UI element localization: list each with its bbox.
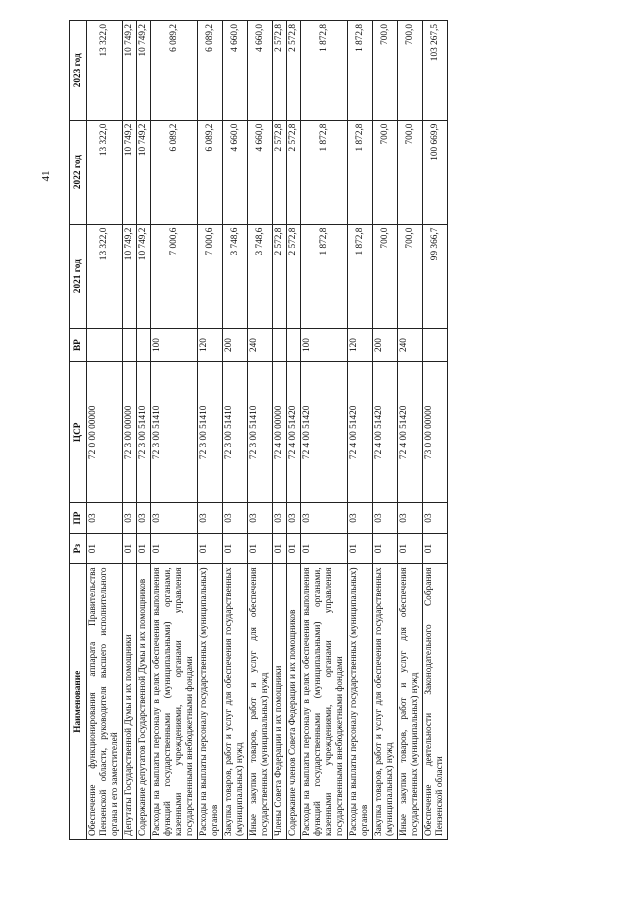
cell-vr: 240: [248, 328, 273, 362]
cell-rz: 01: [287, 533, 301, 564]
cell-rz: 01: [423, 533, 448, 564]
cell-vr: [87, 328, 123, 362]
cell-2021: 2 572,8: [273, 224, 287, 328]
cell-2023: 1 872,8: [348, 21, 373, 121]
cell-csr: 73 0 00 00000: [423, 362, 448, 503]
cell-pr: 03: [137, 503, 151, 534]
cell-2022: 4 660,0: [248, 120, 273, 224]
cell-pr: 03: [287, 503, 301, 534]
cell-rz: 01: [248, 533, 273, 564]
cell-csr: 72 3 00 51410: [137, 362, 151, 503]
cell-vr: 120: [348, 328, 373, 362]
cell-2022: 2 572,8: [287, 120, 301, 224]
cell-vr: 240: [398, 328, 423, 362]
cell-2023: 103 267,5: [423, 21, 448, 121]
cell-pr: 03: [223, 503, 248, 534]
cell-2023: 700,0: [398, 21, 423, 121]
cell-vr: [137, 328, 151, 362]
table-row: [301, 21, 348, 840]
table-row: [151, 21, 198, 840]
cell-vr: [423, 328, 448, 362]
cell-2021: 10 749,2: [123, 224, 137, 328]
header-2023: 2023 год: [70, 21, 87, 121]
cell-rz: 01: [348, 533, 373, 564]
cell-2022: 13 322,0: [87, 120, 123, 224]
cell-2021: 1 872,8: [301, 224, 348, 328]
cell-vr: 200: [223, 328, 248, 362]
cell-2022: 6 089,2: [198, 120, 223, 224]
cell-2022: 10 749,2: [137, 120, 151, 224]
cell-rz: 01: [398, 533, 423, 564]
cell-2022: 700,0: [373, 120, 398, 224]
cell-vr: [273, 328, 287, 362]
cell-2023: 6 089,2: [151, 21, 198, 121]
cell-rz: 01: [198, 533, 223, 564]
cell-vr: [123, 328, 137, 362]
cell-name: Иные закупки товаров, работ и услуг для обеспечения государственных (муниципальных) нужд: [398, 564, 423, 840]
cell-2023: 6 089,2: [198, 21, 223, 121]
cell-csr: 72 3 00 51410: [248, 362, 273, 503]
cell-pr: 03: [273, 503, 287, 534]
cell-rz: 01: [273, 533, 287, 564]
cell-pr: 03: [373, 503, 398, 534]
header-name: Наименование: [70, 564, 87, 840]
header-rz: Рз: [70, 533, 87, 564]
cell-2023: 2 572,8: [287, 21, 301, 121]
header-2022: 2022 год: [70, 120, 87, 224]
cell-rz: 01: [137, 533, 151, 564]
cell-2023: 13 322,0: [87, 21, 123, 121]
cell-name: Содержание членов Совета Федерации и их помощников: [287, 564, 301, 840]
cell-pr: 03: [301, 503, 348, 534]
cell-pr: 03: [198, 503, 223, 534]
table-row: [273, 21, 287, 840]
cell-2022: 2 572,8: [273, 120, 287, 224]
table-row: [373, 21, 398, 840]
table-row: [137, 21, 151, 840]
header-csr: ЦСР: [70, 362, 87, 503]
cell-2021: 7 000,6: [151, 224, 198, 328]
cell-2021: 1 872,8: [348, 224, 373, 328]
cell-2023: 2 572,8: [273, 21, 287, 121]
cell-csr: 72 3 00 51410: [223, 362, 248, 503]
cell-rz: 01: [123, 533, 137, 564]
cell-pr: 03: [248, 503, 273, 534]
cell-vr: [287, 328, 301, 362]
cell-pr: 03: [87, 503, 123, 534]
cell-name: Расходы на выплаты персоналу в целях обеспечения выполнения функций государственными (муниципальными) органами, казенными учреждениями, органами управления государственными внебюджетными фондами: [151, 564, 198, 840]
cell-2021: 700,0: [373, 224, 398, 328]
cell-rz: 01: [373, 533, 398, 564]
cell-csr: 72 4 00 51420: [348, 362, 373, 503]
cell-name: Расходы на выплаты персоналу в целях обеспечения выполнения функций государственными (муниципальными) органами, казенными учреждениями, органами управления государственными внебюджетными фондами: [301, 564, 348, 840]
cell-vr: 100: [151, 328, 198, 362]
cell-csr: 72 3 00 51410: [151, 362, 198, 503]
table-row: [123, 21, 137, 840]
header-2021: 2021 год: [70, 224, 87, 328]
cell-csr: 72 0 00 00000: [87, 362, 123, 503]
cell-vr: 120: [198, 328, 223, 362]
cell-vr: 100: [301, 328, 348, 362]
cell-2021: 2 572,8: [287, 224, 301, 328]
table-row: [87, 21, 123, 840]
cell-2022: 1 872,8: [348, 120, 373, 224]
cell-csr: 72 4 00 51420: [301, 362, 348, 503]
table-body: [87, 21, 448, 840]
cell-2022: 1 872,8: [301, 120, 348, 224]
table-row: [223, 21, 248, 840]
cell-name: Обеспечение функционирования аппарата Правительства Пензенской области, руководителя высшего исполнительного органа и его заместителей: [87, 564, 123, 840]
table-row: [423, 21, 448, 840]
cell-2023: 10 749,2: [137, 21, 151, 121]
cell-rz: 01: [301, 533, 348, 564]
cell-name: Обеспечение деятельности Законодательного Собрания Пензенской области: [423, 564, 448, 840]
cell-rz: 01: [151, 533, 198, 564]
cell-name: Иные закупки товаров, работ и услуг для обеспечения государственных (муниципальных) нужд: [248, 564, 273, 840]
cell-csr: 72 3 00 51410: [198, 362, 223, 503]
cell-2023: 4 660,0: [223, 21, 248, 121]
cell-csr: 72 3 00 00000: [123, 362, 137, 503]
cell-2021: 3 748,6: [248, 224, 273, 328]
cell-2022: 700,0: [398, 120, 423, 224]
cell-2023: 10 749,2: [123, 21, 137, 121]
cell-csr: 72 4 00 51420: [398, 362, 423, 503]
cell-pr: 03: [398, 503, 423, 534]
cell-pr: 03: [151, 503, 198, 534]
cell-2022: 100 669,9: [423, 120, 448, 224]
cell-pr: 03: [348, 503, 373, 534]
cell-csr: 72 4 00 51420: [373, 362, 398, 503]
table-row: [198, 21, 223, 840]
cell-name: Закупка товаров, работ и услуг для обеспечения государственных (муниципальных) нужд: [373, 564, 398, 840]
cell-vr: 200: [373, 328, 398, 362]
cell-name: Депутаты Государственной Думы и их помощники: [123, 564, 137, 840]
table-row: [398, 21, 423, 840]
cell-2021: 7 000,6: [198, 224, 223, 328]
cell-2022: 6 089,2: [151, 120, 198, 224]
table-row: [348, 21, 373, 840]
cell-2021: 13 322,0: [87, 224, 123, 328]
budget-table: [69, 20, 448, 840]
cell-name: Расходы на выплаты персоналу государственных (муниципальных) органов: [198, 564, 223, 840]
cell-pr: 03: [423, 503, 448, 534]
table-header-row: [70, 21, 87, 840]
cell-rz: 01: [223, 533, 248, 564]
page-number: 41: [40, 170, 52, 182]
cell-2022: 4 660,0: [223, 120, 248, 224]
cell-2023: 700,0: [373, 21, 398, 121]
cell-name: Члены Совета Федерации и их помощники: [273, 564, 287, 840]
cell-pr: 03: [123, 503, 137, 534]
cell-2023: 1 872,8: [301, 21, 348, 121]
header-vr: ВР: [70, 328, 87, 362]
budget-table-container: [69, 20, 609, 840]
cell-2022: 10 749,2: [123, 120, 137, 224]
cell-2021: 10 749,2: [137, 224, 151, 328]
table-row: [248, 21, 273, 840]
cell-name: Закупка товаров, работ и услуг для обеспечения государственных (муниципальных) нужд: [223, 564, 248, 840]
table-row: [287, 21, 301, 840]
cell-rz: 01: [87, 533, 123, 564]
cell-csr: 72 4 00 51420: [287, 362, 301, 503]
cell-2021: 700,0: [398, 224, 423, 328]
header-pr: ПР: [70, 503, 87, 534]
cell-2021: 3 748,6: [223, 224, 248, 328]
cell-name: Расходы на выплаты персоналу государственных (муниципальных) органов: [348, 564, 373, 840]
cell-csr: 72 4 00 00000: [273, 362, 287, 503]
cell-name: Содержание депутатов Государственной Думы и их помощников: [137, 564, 151, 840]
cell-2021: 99 366,7: [423, 224, 448, 328]
cell-2023: 4 660,0: [248, 21, 273, 121]
